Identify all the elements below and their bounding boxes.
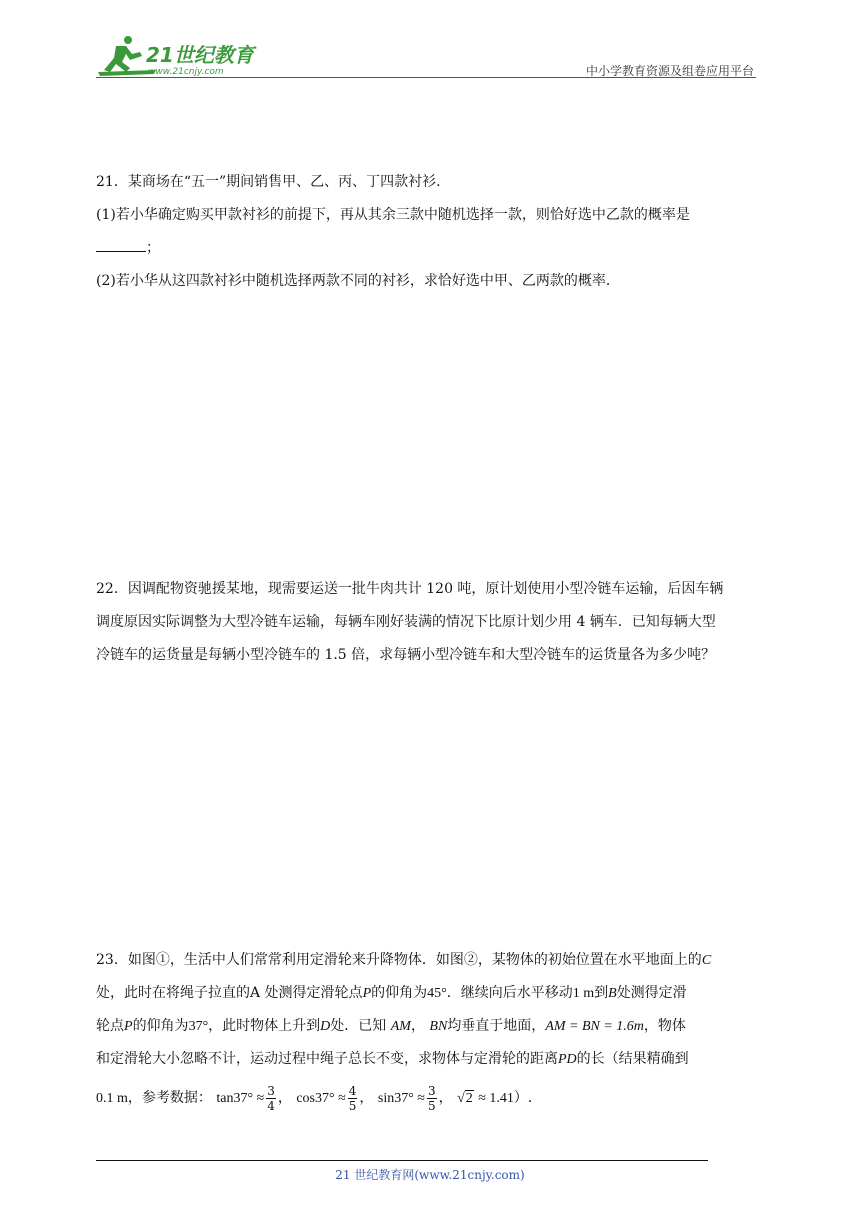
svg-text:www.21cnjy.com: www.21cnjy.com (148, 67, 224, 77)
fraction-sin: $\frac{3}{5}$ (428, 1083, 436, 1113)
q23-line4: 和定滑轮大小忽略不计，运动过程中绳子总长不变，求物体与定滑轮的距离PD的长（结果精确到 (96, 1051, 689, 1067)
question-21 (96, 166, 776, 298)
platform-title: 中小学教育资源及组卷应用平台 (585, 64, 754, 78)
sqrt-two: √2 (457, 1091, 473, 1106)
q22-line1: 22．因调配物资驰援某地，现需要运送一批牛肉共计 120 吨，原计划使用小型冷链车运输，后因车辆 (96, 581, 724, 597)
q23-line3: 轮点P的仰角为37°，此时物体上升到D处．已知 AM， BN均垂直于地面，AM = BN = 1.6m，物体 (96, 1018, 686, 1034)
svg-text:21世纪教育: 21世纪教育 (146, 43, 254, 67)
question-23 (96, 944, 776, 1121)
footer-source: 21 世纪教育网(www.21cnjy.com) (335, 1168, 525, 1182)
q23-line1: 23．如图①，生活中人们常常利用定滑轮来升降物体．如图②，某物体的初始位置在水平地面上的C (96, 952, 712, 968)
fraction-tan: $\frac{3}{4}$ (267, 1083, 275, 1113)
footer-divider (96, 1160, 708, 1161)
logo-21cnjy (96, 32, 266, 78)
header-divider (96, 77, 756, 78)
q21-part2: (2)若小华从这四款衬衫中随机选择两款不同的衬衫，求恰好选中甲、乙两款的概率． (96, 273, 620, 289)
q22-line3: 冷链车的运货量是每辆小型冷链车的 1.5 倍，求每辆小型冷链车和大型冷链车的运货量各为多少吨？ (96, 647, 716, 663)
fraction-cos: $\frac{4}{5}$ (348, 1083, 357, 1113)
q21-part1-blank-line: ； (96, 232, 776, 265)
page-header (96, 30, 756, 80)
answer-blank (96, 237, 146, 252)
question-22 (96, 573, 776, 672)
q21-part1: (1)若小华确定购买甲款衬衫的前提下，再从其余三款中随机选择一款，则恰好选中乙款的概率是 (96, 207, 690, 223)
q22-line2: 调度原因实际调整为大型冷链车运输，每辆车刚好装满的情况下比原计划少用 4 辆车．已知每辆大型 (96, 614, 716, 630)
q21-stem: 21．某商场在“五一”期间销售甲、乙、丙、丁四款衬衫． (96, 174, 451, 190)
q23-line2: 处，此时在将绳子拉直的A 处测得定滑轮点P的仰角为45°．继续向后水平移动1 m到B处测得定滑 (96, 985, 687, 1001)
q23-line5: 0.1 m，参考数据： tan37° ≈ $\frac{3}{4}$ ， cos37° ≈ $\frac{4}{5}$ ， sin37° ≈ $\frac{3}{5}$ ， √2 ≈ 1.41）. (96, 1076, 776, 1121)
